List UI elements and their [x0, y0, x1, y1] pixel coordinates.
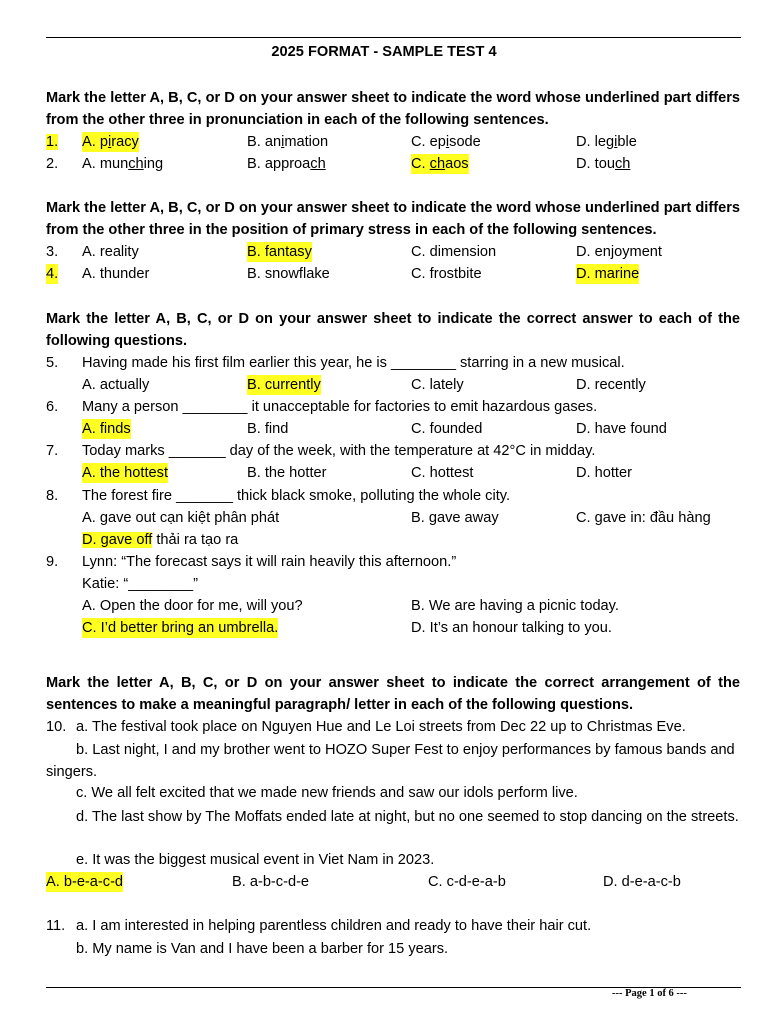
- q10-number: 10.: [46, 719, 67, 735]
- q5-option-d[interactable]: D. recently: [576, 377, 646, 393]
- q9-line2: Katie: “________”: [82, 576, 199, 592]
- q7-option-d[interactable]: D. hotter: [576, 465, 632, 481]
- q7-number: 7.: [46, 443, 59, 459]
- q2-option-a[interactable]: A. munching: [82, 156, 164, 172]
- q7-option-a[interactable]: A. the hottest: [82, 465, 168, 481]
- q5-stem: Having made his first film earlier this year, he is ________ starring in a new musical.: [82, 355, 625, 371]
- q2-option-c[interactable]: C. chaos: [411, 156, 469, 172]
- section2-instruction: Mark the letter A, B, C, or D on your answer sheet to indicate the word whose underlined part differs from the other three in the position of primary stress in each of the following sentences.: [46, 200, 740, 238]
- q5-option-c[interactable]: C. lately: [411, 377, 464, 393]
- q10-sentence-b: b. Last night, I and my brother went to HOZO Super Fest to enjoy performances by famous bands and singers.: [46, 742, 735, 780]
- q10-sentence-d: d. The last show by The Moffats ended late at night, but no one seemed to stop dancing on the streets.: [76, 809, 739, 825]
- q8-option-a[interactable]: A. gave out cạn kiệt phân phát: [82, 510, 280, 526]
- q10-option-b[interactable]: B. a-b-c-d-e: [232, 874, 310, 890]
- q9-option-b[interactable]: B. We are having a picnic today.: [411, 598, 619, 614]
- q1-option-b[interactable]: B. animation: [247, 134, 329, 150]
- q2-option-d[interactable]: D. touch: [576, 156, 631, 172]
- q5-option-a[interactable]: A. actually: [82, 377, 150, 393]
- q6-option-b[interactable]: B. find: [247, 421, 289, 437]
- q6-option-a[interactable]: A. finds: [82, 421, 131, 437]
- top-rule: [46, 37, 741, 38]
- section1-instruction: Mark the letter A, B, C, or D on your answer sheet to indicate the word whose underlined part differs from the other three in pronunciation in each of the following sentences.: [46, 90, 740, 128]
- q4-option-a[interactable]: A. thunder: [82, 266, 150, 282]
- q7-option-b[interactable]: B. the hotter: [247, 465, 327, 481]
- q1-option-d[interactable]: D. legible: [576, 134, 637, 150]
- q4-option-c[interactable]: C. frostbite: [411, 266, 482, 282]
- q4-option-b[interactable]: B. snowflake: [247, 266, 330, 282]
- q10-option-c[interactable]: C. c-d-e-a-b: [428, 874, 506, 890]
- q6-number: 6.: [46, 399, 59, 415]
- q9-number: 9.: [46, 554, 59, 570]
- q3-option-b[interactable]: B. fantasy: [247, 244, 312, 260]
- q6-option-c[interactable]: C. founded: [411, 421, 483, 437]
- q10-sentence-e: e. It was the biggest musical event in Viet Nam in 2023.: [76, 852, 435, 868]
- q6-stem: Many a person ________ it unacceptable for factories to emit hazardous gases.: [82, 399, 598, 415]
- q11-sentence-a: a. I am interested in helping parentless children and ready to have their hair cut.: [76, 918, 592, 934]
- page-footer: --- Page 1 of 6 ---: [612, 988, 687, 999]
- q3-option-c[interactable]: C. dimension: [411, 244, 497, 260]
- q5-option-b[interactable]: B. currently: [247, 377, 321, 393]
- q10-sentence-c: c. We all felt excited that we made new friends and saw our idols perform live.: [76, 785, 578, 801]
- q8-option-b[interactable]: B. gave away: [411, 510, 499, 526]
- q2-number: 2.: [46, 156, 59, 172]
- q4-option-d[interactable]: D. marine: [576, 266, 640, 282]
- q3-number: 3.: [46, 244, 59, 260]
- q10-option-a[interactable]: A. b-e-a-c-d: [46, 874, 124, 890]
- q9-option-d[interactable]: D. It’s an honour talking to you.: [411, 620, 612, 636]
- q8-number: 8.: [46, 488, 59, 504]
- section3-instruction: Mark the letter A, B, C, or D on your answer sheet to indicate the correct answer to each of the following questions.: [46, 311, 740, 349]
- q8-option-c[interactable]: C. gave in: đầu hàng: [576, 510, 711, 526]
- q1-option-a[interactable]: A. piracy: [82, 134, 139, 150]
- q1-option-c[interactable]: C. episode: [411, 134, 481, 150]
- q2-option-b[interactable]: B. approach: [247, 156, 326, 172]
- q7-stem: Today marks _______ day of the week, with the temperature at 42°C in midday.: [82, 443, 596, 459]
- q8-stem: The forest fire _______ thick black smoke, polluting the whole city.: [82, 488, 511, 504]
- q11-sentence-b: b. My name is Van and I have been a barber for 15 years.: [76, 941, 449, 957]
- q7-option-c[interactable]: C. hottest: [411, 465, 474, 481]
- q10-sentence-a: a. The festival took place on Nguyen Hue and Le Loi streets from Dec 22 up to Christmas Eve.: [76, 719, 686, 735]
- q5-number: 5.: [46, 355, 59, 371]
- q9-option-a[interactable]: A. Open the door for me, will you?: [82, 598, 303, 614]
- q8-option-d-note: thải ra tạo ra: [152, 532, 239, 548]
- q6-option-d[interactable]: D. have found: [576, 421, 667, 437]
- q9-option-c[interactable]: C. I’d better bring an umbrella.: [82, 620, 279, 636]
- q9-line1: Lynn: “The forecast says it will rain heavily this afternoon.”: [82, 554, 457, 570]
- q10-option-d[interactable]: D. d-e-a-c-b: [603, 874, 681, 890]
- page-title: 2025 FORMAT - SAMPLE TEST 4: [271, 44, 497, 60]
- section4-instruction: Mark the letter A, B, C, or D on your answer sheet to indicate the correct arrangement of the sentences to make a meaningful paragraph/ letter in each of the following questions.: [46, 675, 740, 713]
- q1-number: 1.: [46, 134, 59, 150]
- q8-option-d[interactable]: D. gave off thải ra tạo ra: [82, 532, 239, 548]
- q11-number: 11.: [46, 918, 66, 934]
- q3-option-d[interactable]: D. enjoyment: [576, 244, 662, 260]
- q3-option-a[interactable]: A. reality: [82, 244, 139, 260]
- q4-number: 4.: [46, 266, 59, 282]
